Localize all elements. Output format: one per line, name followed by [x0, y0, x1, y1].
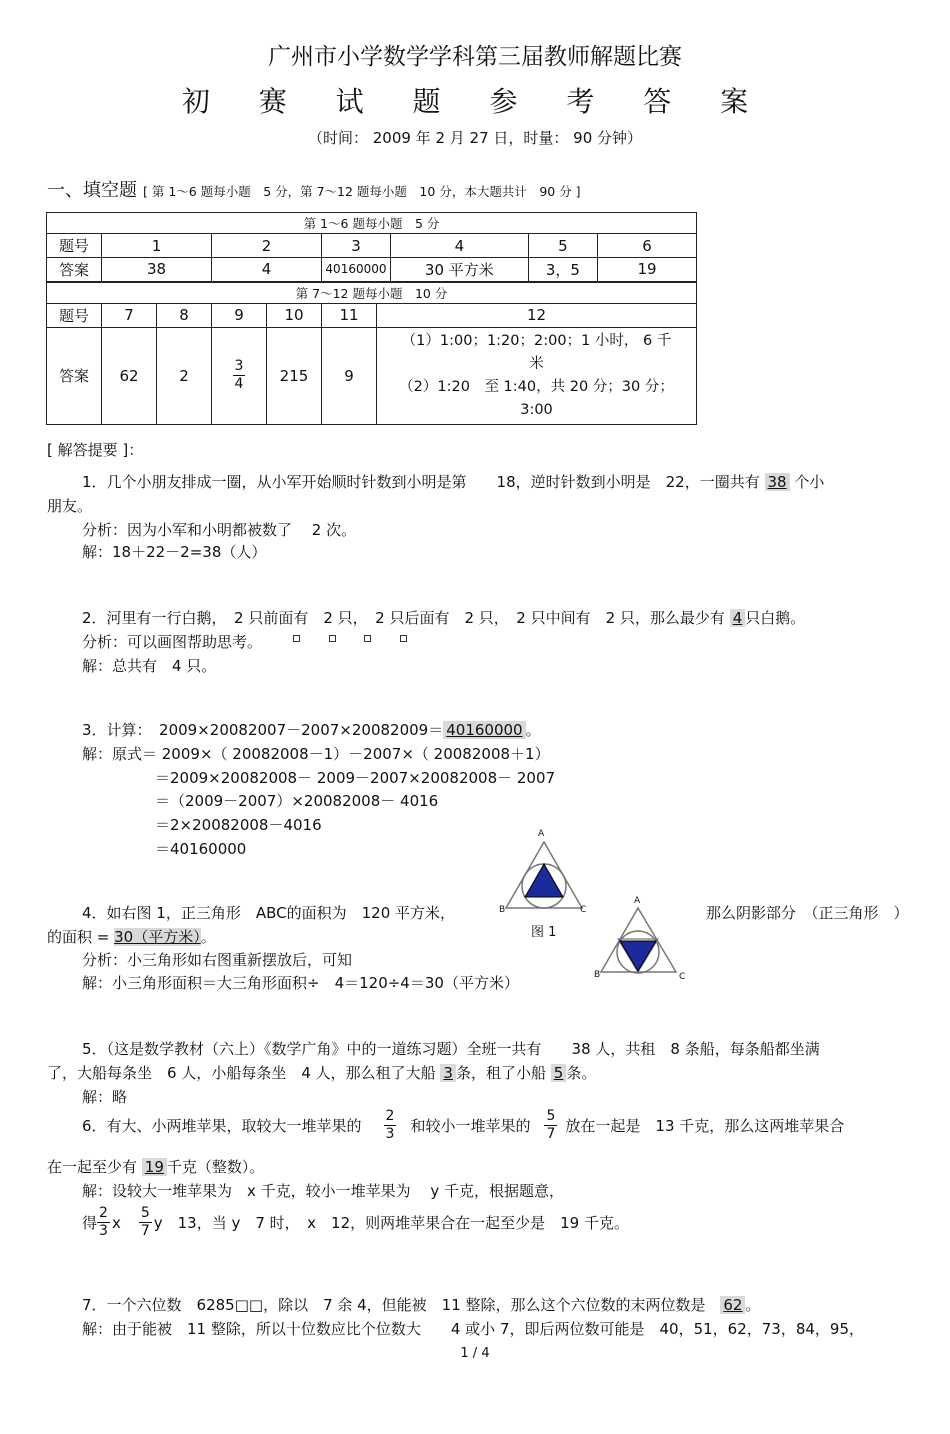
fraction-numerator: 5	[546, 1108, 556, 1124]
q4-text-b: 那么阴影部分 （正三角形 ）	[706, 904, 909, 922]
row-label-question: 题号	[47, 303, 102, 327]
page-number: 1 / 4	[460, 1346, 490, 1361]
answer-cell: 4	[212, 258, 322, 282]
q3-line: ＝2009×20082008－ 2009－2007×20082008－ 2007	[155, 769, 556, 787]
vertex-label: A	[538, 829, 545, 839]
q2-solution: 解：总共有 4 只。	[82, 657, 217, 675]
q-number: 1	[102, 234, 212, 258]
q6-line2-prefix: 得	[82, 1214, 98, 1232]
q12-line: （2）1:20 至 1:40，共 20 分；30 分；	[399, 378, 674, 395]
q3-text-a: 3．计算： 2009×20082007－2007×20082009＝	[82, 721, 444, 739]
q3-text	[82, 719, 541, 740]
q-number: 6	[598, 234, 697, 258]
q7-text	[82, 1294, 760, 1315]
q1-analysis: 分析：因为小军和小明都被数了 2 次。	[82, 521, 357, 539]
q5-text-c: 条，租了小船	[455, 1064, 546, 1082]
q4-text-c-label: 的面积 =	[47, 928, 110, 946]
q12-line: （1）1:00；1:20；2:00；1 小时， 6 千	[401, 332, 672, 349]
fraction-denominator: 4	[234, 376, 244, 392]
q3-answer: 40160000	[443, 721, 525, 739]
q3-line: ＝2×20082008－4016	[155, 816, 322, 834]
q1-text	[82, 471, 824, 492]
q5-text	[47, 1062, 596, 1083]
q6-line1: 解：设较大一堆苹果为 x 千克，较小一堆苹果为 y 千克，根据题意，	[82, 1182, 565, 1200]
q1-text-a: 1．几个小朋友排成一圈，从小军开始顺时针数到小明是第 18，逆时针数到小明是 22，一圈共有	[82, 473, 760, 491]
fraction-numerator: 2	[385, 1108, 395, 1124]
q2-text	[82, 607, 805, 628]
fraction-numerator: 3	[234, 358, 244, 374]
fraction	[97, 1205, 110, 1240]
q1-solution: 解：18＋22－2=38（人）	[82, 543, 267, 561]
answer-cell: 215	[267, 327, 322, 424]
fraction-denominator: 3	[99, 1223, 108, 1239]
section-title: 一、填空题	[47, 180, 137, 201]
q5-text-b: 了，大船每条坐 6 人，小船每条坐 4 人，那么租了大船	[47, 1064, 436, 1082]
answer-cell: 40160000	[322, 258, 391, 282]
q6-text-e: 千克（整数）。	[166, 1158, 265, 1176]
q12-line: 米	[529, 355, 544, 372]
q7-line1: 解：由于能被 11 整除，所以十位数应比个位数大 4 或小 7，即后两位数可能是 40，51，62，73，84，95，	[82, 1320, 865, 1338]
fraction-denominator: 7	[140, 1223, 150, 1239]
equation-rest: y 13，当 y 7 时， x 12，则两堆苹果合在一起至少是 19 千克。	[153, 1214, 629, 1232]
row-label-answer: 答案	[47, 327, 102, 424]
q-number: 12	[377, 303, 697, 327]
vertex-label: C	[580, 905, 587, 915]
fraction-numerator: 2	[99, 1205, 108, 1221]
answer-cell-q9	[212, 327, 267, 424]
q4-analysis: 分析：小三角形如右图重新摆放后，可知	[82, 951, 353, 969]
q1-text-b: 个小	[794, 473, 825, 491]
answer-cell: 3，5	[528, 258, 597, 282]
q-number: 10	[267, 303, 322, 327]
answer-table	[46, 212, 697, 425]
fraction	[384, 1108, 397, 1143]
q7-text-b: 。	[745, 1296, 761, 1314]
q6-text-2	[47, 1156, 264, 1177]
vertex-label: A	[634, 896, 641, 906]
q6-text-c: 放在一起是 13 千克，那么这两堆苹果合	[565, 1117, 845, 1135]
q2-text-b: 只白鹅。	[745, 609, 806, 627]
q7-answer: 62	[720, 1296, 745, 1314]
answer-cell: 62	[102, 327, 157, 424]
q6-text-a: 6．有大、小两堆苹果，取较大一堆苹果的	[82, 1117, 362, 1135]
q2-text-a: 2．河里有一行白鹅， 2 只前面有 2 只， 2 只后面有 2 只， 2 只中间有 2 只，那么最少有	[82, 609, 725, 627]
fraction-numerator: 5	[140, 1205, 150, 1221]
q3-line: 解：原式＝ 2009×（ 20082008－1）－2007×（ 20082008＋1）	[82, 745, 550, 763]
q4-text-d: 。	[200, 928, 216, 946]
fraction	[233, 358, 246, 393]
fraction	[544, 1108, 557, 1143]
answer-cell: 30 平方米	[390, 258, 528, 282]
vertex-label: C	[679, 972, 686, 982]
q-number: 4	[390, 234, 528, 258]
q7-text-a: 7．一个六位数 6285□□，除以 7 余 4，但能被 11 整除，那么这个六位数的末两位数是	[82, 1296, 706, 1314]
answer-cell: 2	[157, 327, 212, 424]
q6-answer: 19	[142, 1158, 167, 1176]
goose-square-icon	[364, 628, 371, 646]
figure-2-triangle	[596, 900, 688, 984]
answer-cell-q12	[377, 327, 697, 424]
time-info: （时间： 2009 年 2 月 27 日，时量： 90 分钟）	[307, 129, 643, 147]
q6-text-b: 和较小一堆苹果的	[410, 1117, 531, 1135]
q4-text-a: 4．如右图 1，正三角形 ABC的面积为 120 平方米，	[82, 904, 456, 922]
page-subtitle: 初 赛 试 题 参 考 答 案	[181, 85, 769, 118]
vertex-label: B	[499, 905, 506, 915]
q1-answer: 38	[765, 473, 790, 491]
q2-answer: 4	[730, 609, 746, 627]
q6-text-d: 在一起至少有	[47, 1158, 138, 1176]
q-number: 2	[212, 234, 322, 258]
fraction-denominator: 7	[546, 1126, 556, 1142]
q-number: 9	[212, 303, 267, 327]
q4-answer: 30（平方米）	[114, 928, 201, 946]
q4-text-c	[47, 926, 216, 947]
hints-label: [ 解答提要 ]：	[47, 441, 144, 459]
q2-analysis: 分析：可以画图帮助思考。	[82, 633, 263, 651]
q3-line: ＝40160000	[155, 840, 247, 858]
q-number: 3	[322, 234, 391, 258]
goose-square-icon	[293, 628, 300, 646]
page-title: 广州市小学数学学科第三届教师解题比赛	[268, 44, 682, 70]
goose-square-icon	[400, 628, 407, 646]
table-caption-part1: 第 1～6 题每小题 5 分	[47, 213, 697, 234]
q3-line: ＝（2009－2007）×20082008－ 4016	[155, 792, 439, 810]
answer-cell: 19	[598, 258, 697, 282]
q-number: 8	[157, 303, 212, 327]
equation-x: x	[111, 1213, 121, 1232]
shaded-triangle	[620, 941, 656, 971]
goose-square-icon	[329, 628, 336, 646]
row-label-question: 题号	[47, 234, 102, 258]
q-number: 7	[102, 303, 157, 327]
q4-solution: 解：小三角形面积＝大三角形面积÷ 4＝120÷4＝30（平方米）	[82, 974, 519, 992]
q3-text-b: 。	[525, 721, 541, 739]
answer-cell: 38	[102, 258, 212, 282]
fraction	[139, 1205, 152, 1240]
q12-line: 3:00	[520, 401, 553, 418]
q-number: 5	[528, 234, 597, 258]
section-note: [ 第 1～6 题每小题 5 分，第 7～12 题每小题 10 分，本大题共计 90 分 ]	[143, 184, 581, 199]
section-heading	[47, 176, 581, 202]
q5-text-a: 5．（这是数学教材（六上）《数学广角》中的一道练习题）全班一共有 38 人，共租 8 条船，每条船都坐满	[82, 1040, 820, 1058]
figure-caption: 图 1	[531, 925, 557, 940]
q5-solution: 解：略	[82, 1088, 128, 1106]
q5-text-d: 条。	[566, 1064, 597, 1082]
row-label-answer: 答案	[47, 258, 102, 282]
fraction-denominator: 3	[385, 1126, 395, 1142]
q1-text-c: 朋友。	[47, 497, 93, 515]
answer-cell: 9	[322, 327, 377, 424]
q-number: 11	[322, 303, 377, 327]
q5-answer-big: 3	[440, 1064, 456, 1082]
q6-text	[82, 1108, 844, 1143]
q6-line2	[82, 1205, 629, 1240]
q5-answer-small: 5	[551, 1064, 567, 1082]
table-caption-part2: 第 7～12 题每小题 10 分	[47, 282, 697, 304]
vertex-label: B	[594, 970, 601, 980]
